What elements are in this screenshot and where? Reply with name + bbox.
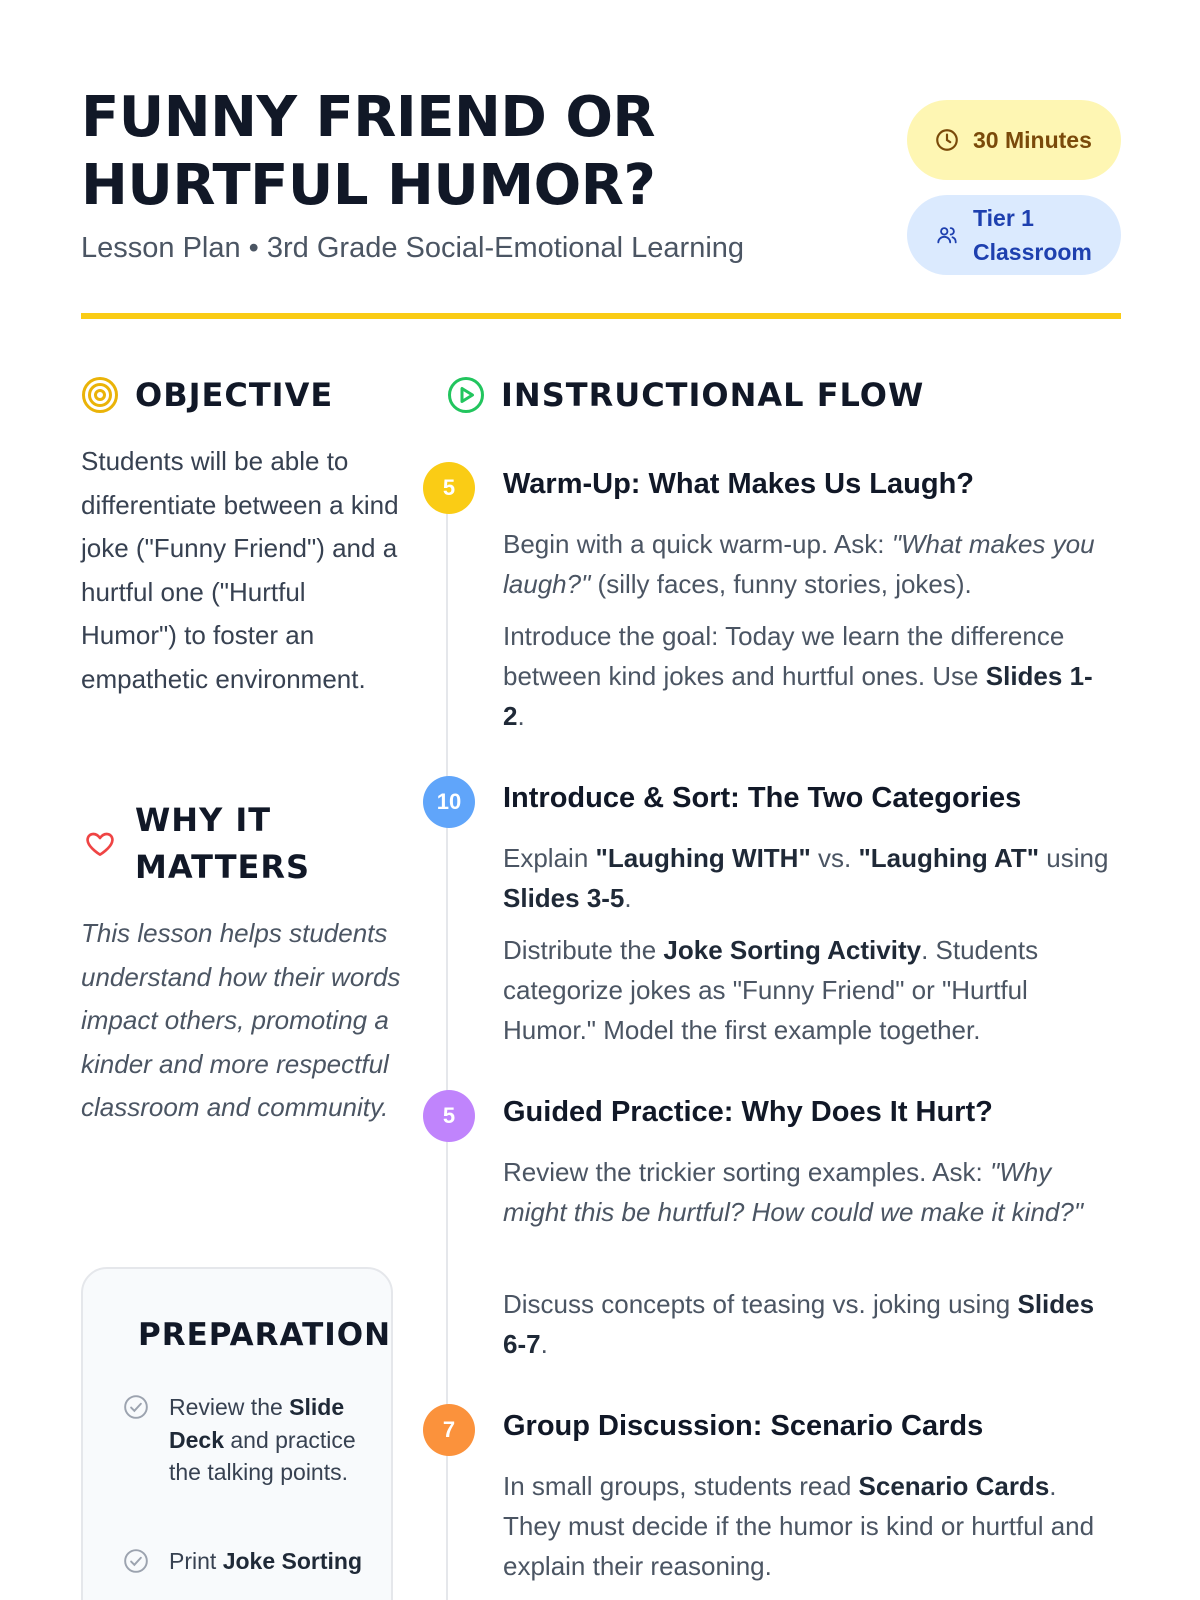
heart-icon xyxy=(81,825,119,863)
step-paragraph: Discuss concepts of teasing vs. joking using Slides 6-7. xyxy=(503,1289,1095,1359)
duration-badge xyxy=(907,100,1121,180)
step-title: Guided Practice: Why Does It Hurt? xyxy=(503,1096,993,1128)
preparation-item: Review the Slide Deck and practice the talking points. xyxy=(123,1391,363,1489)
users-icon xyxy=(933,221,961,249)
check-circle-icon xyxy=(123,1548,149,1574)
step-paragraph: Begin with a quick warm-up. Ask: "What makes you laugh?" (silly faces, funny stories, jokes). xyxy=(503,529,1095,599)
duration-label: 30 Minutes xyxy=(973,127,1092,153)
step-title: Group Discussion: Scenario Cards xyxy=(503,1410,984,1442)
page-subtitle: Lesson Plan • 3rd Grade Social-Emotional Learning xyxy=(81,232,745,264)
check-circle-icon xyxy=(123,1394,149,1420)
why-it-matters-heading: WHY IT MATTERS xyxy=(81,797,325,891)
step-minutes-badge: 7 xyxy=(423,1404,475,1456)
step-paragraph: In small groups, students read Scenario Cards. They must decide if the humor is kind or hurtful and explain their reasoning. xyxy=(503,1471,1095,1581)
clock-icon xyxy=(933,126,961,154)
step-paragraph: Introduce the goal: Today we learn the difference between kind jokes and hurtful ones. Use Slides 1-2. xyxy=(503,621,1093,731)
preparation-heading: PREPARATION xyxy=(138,1317,392,1353)
tier-badge xyxy=(907,195,1121,275)
step-paragraph: Distribute the Joke Sorting Activity. Students categorize jokes as "Funny Friend" or "Hurtful Humor." Model the first example together. xyxy=(503,935,1039,1045)
objective-text: Students will be able to differentiate between a kind joke ("Funny Friend") and a hurtful one ("Hurtful Humor") to foster an empathetic environment. xyxy=(81,446,399,694)
preparation-item: Print Joke Sorting xyxy=(123,1545,363,1578)
step-minutes-badge: 5 xyxy=(423,1090,475,1142)
objective-heading: OBJECTIVE xyxy=(81,376,333,414)
page-title: FUNNY FRIEND OR HURTFUL HUMOR? xyxy=(81,85,656,218)
step-title: Warm-Up: What Makes Us Laugh? xyxy=(503,468,975,500)
target-icon xyxy=(81,376,119,414)
play-circle-icon xyxy=(447,376,485,414)
preparation-card xyxy=(81,1267,393,1600)
tier-label: Tier 1 Classroom xyxy=(973,205,1092,265)
why-it-matters-text: This lesson helps students understand how their words impact others, promoting a kinder and more respectful classroom and community. xyxy=(81,918,401,1122)
step-paragraph: Review the trickier sorting examples. Ask: "Why might this be hurtful? How could we make it kind?" xyxy=(503,1157,1084,1227)
step-paragraph: Explain "Laughing WITH" vs. "Laughing AT" using Slides 3-5. xyxy=(503,843,1109,913)
step-minutes-badge: 10 xyxy=(423,776,475,828)
step-title: Introduce & Sort: The Two Categories xyxy=(503,782,1022,814)
header-divider xyxy=(81,313,1121,319)
step-minutes-badge: 5 xyxy=(423,462,475,514)
instructional-flow-heading: INSTRUCTIONAL FLOW xyxy=(447,376,924,414)
lesson-plan-page xyxy=(81,0,1121,1600)
